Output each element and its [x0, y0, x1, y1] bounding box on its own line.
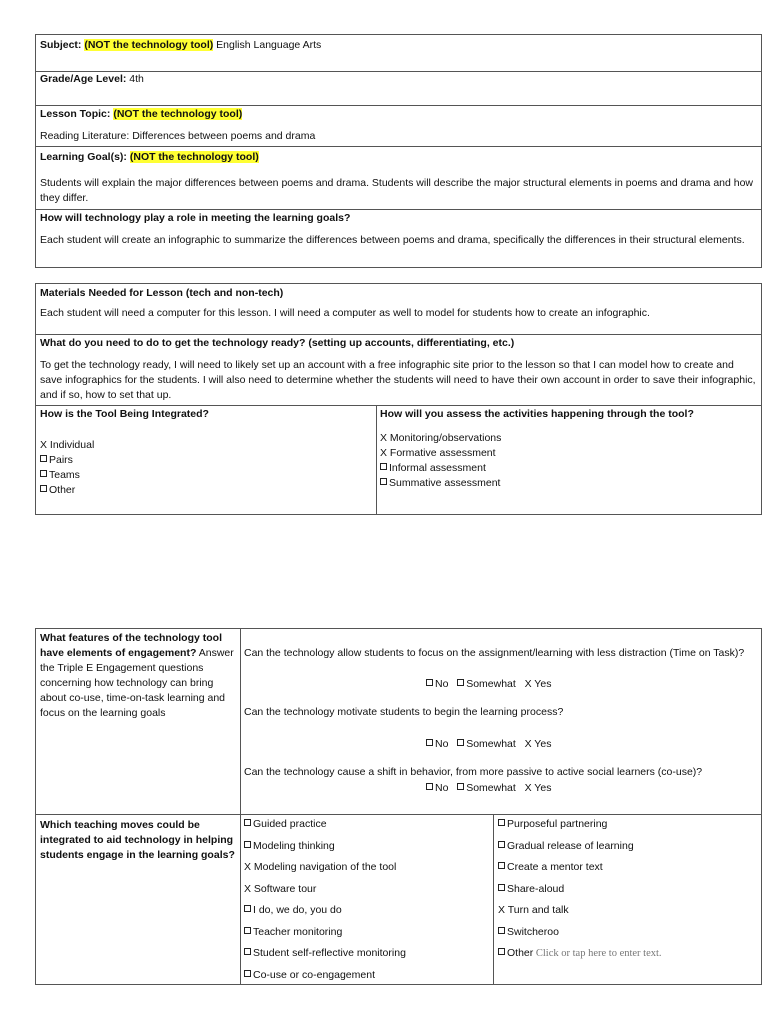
checked-mark: X	[40, 439, 50, 451]
option-item[interactable]	[40, 453, 73, 468]
option-item[interactable]	[40, 483, 75, 498]
checkbox[interactable]	[244, 948, 251, 955]
engagement-title: What features of the technology tool have elements of engagement?	[40, 632, 223, 659]
yes-label[interactable]: X Yes	[524, 782, 552, 794]
no-label: No	[435, 678, 449, 690]
materials-table	[35, 283, 762, 515]
option-item[interactable]	[498, 903, 569, 918]
option-label: Purposeful partnering	[507, 818, 608, 830]
yes-label[interactable]: X Yes	[524, 738, 552, 750]
option-item[interactable]	[40, 468, 80, 483]
checkbox[interactable]	[498, 884, 505, 891]
grade-value: 4th	[129, 73, 144, 85]
option-label: Gradual release of learning	[507, 839, 634, 852]
checked-mark: X	[380, 432, 390, 444]
option-item[interactable]	[498, 882, 564, 897]
somewhat-checkbox[interactable]	[457, 783, 464, 790]
option-item[interactable]	[244, 839, 335, 854]
option-label: Guided practice	[253, 818, 327, 830]
option-item[interactable]	[244, 882, 316, 897]
checkbox[interactable]	[498, 819, 505, 826]
somewhat-checkbox[interactable]	[457, 679, 464, 686]
option-item[interactable]	[244, 925, 342, 940]
checked-mark: X	[498, 904, 508, 916]
checkbox[interactable]	[498, 862, 505, 869]
subject-row	[40, 38, 321, 53]
option-item[interactable]	[244, 860, 396, 875]
topic-row	[40, 107, 242, 122]
technology-role-answer: Each student will create an infographic to summarize the differences between poems and drama, specifically the differences in their structural elements.	[40, 234, 745, 246]
checkbox[interactable]	[244, 819, 251, 826]
option-label: Summative assessment	[389, 477, 501, 489]
materials-answer: Each student will need a computer for this lesson. I will need a computer as well to model for students how to create an infographic.	[40, 307, 650, 319]
option-item[interactable]	[498, 946, 662, 961]
checkbox[interactable]	[498, 948, 505, 955]
option-item[interactable]	[498, 839, 634, 854]
no-checkbox[interactable]	[426, 739, 433, 746]
subject-label: Subject:	[40, 39, 82, 51]
other-text-placeholder[interactable]: Click or tap here to enter text.	[533, 948, 662, 959]
engagement-heading	[40, 631, 236, 721]
option-label: Turn and talk	[507, 904, 569, 916]
no-label: No	[435, 782, 449, 794]
goal-note: (NOT the technology tool)	[129, 151, 259, 163]
checkbox[interactable]	[40, 485, 47, 492]
topic-label: Lesson Topic:	[40, 108, 111, 120]
checkbox[interactable]	[244, 970, 251, 977]
checkbox[interactable]	[40, 470, 47, 477]
option-item[interactable]	[498, 925, 559, 940]
topic-note: (NOT the technology tool)	[113, 108, 243, 120]
yes-label[interactable]: X Yes	[524, 678, 552, 690]
teaching-moves-title: Which teaching moves could be integrated to aid technology in helping students engage in the learning goals?	[40, 819, 235, 861]
checkbox[interactable]	[244, 927, 251, 934]
option-item[interactable]	[380, 431, 501, 446]
no-checkbox[interactable]	[426, 679, 433, 686]
materials-question: Materials Needed for Lesson (tech and non-tech)	[40, 287, 284, 299]
option-label: I do, we do, you do	[253, 904, 342, 916]
option-item[interactable]	[244, 903, 342, 918]
somewhat-checkbox[interactable]	[457, 739, 464, 746]
ready-question: What do you need to do to get the technology ready? (setting up accounts, differentiating, etc.)	[40, 337, 515, 349]
option-item[interactable]	[244, 946, 406, 961]
engagement-description: Answer the Triple E Engagement questions concerning how technology can bring about co-use, time-on-task learning and focus on the learning goals	[40, 647, 234, 719]
checkbox[interactable]	[40, 455, 47, 462]
option-label: Individual	[49, 439, 95, 451]
option-label: Co-use or co-engagement	[253, 968, 375, 981]
option-label: Teams	[49, 469, 80, 481]
option-item[interactable]	[498, 860, 603, 875]
grade-label: Grade/Age Level:	[40, 73, 127, 85]
goal-row	[40, 150, 259, 165]
option-label: Software tour	[253, 882, 317, 895]
ready-answer: To get the technology ready, I will need to likely set up an account with a free infographic site prior to the lesson so that I can model how to create and save infographics for the students. I will also need to determine whether the students will need to have their own account in order to save their infographic, and if so, how to set that up.	[40, 359, 756, 401]
option-label: Modeling navigation of the tool	[253, 861, 397, 873]
no-checkbox[interactable]	[426, 783, 433, 790]
option-label: Switcheroo	[507, 925, 559, 938]
engagement-question-1: Can the technology allow students to focus on the assignment/learning with less distraction (Time on Task)?	[244, 647, 745, 659]
option-label: Modeling thinking	[253, 839, 335, 852]
engagement-question-2: Can the technology motivate students to begin the learning process?	[244, 706, 564, 718]
option-item[interactable]	[244, 817, 327, 832]
checkbox[interactable]	[244, 841, 251, 848]
no-label: No	[435, 738, 449, 750]
option-item[interactable]	[40, 438, 94, 453]
option-item[interactable]	[244, 968, 375, 983]
option-label: Share-aloud	[507, 882, 565, 895]
checkbox[interactable]	[244, 905, 251, 912]
option-item[interactable]	[380, 446, 496, 461]
option-item[interactable]	[498, 817, 607, 832]
checkbox[interactable]	[380, 478, 387, 485]
option-label: Student self-reflective monitoring	[253, 947, 406, 959]
engagement-table	[35, 628, 762, 985]
lesson-info-table	[35, 34, 762, 268]
checkbox[interactable]	[498, 841, 505, 848]
integration-title: How is the Tool Being Integrated?	[40, 408, 209, 420]
topic-value: Reading Literature: Differences between poems and drama	[40, 130, 316, 142]
checked-mark: X	[244, 861, 254, 873]
option-label: Create a mentor text	[507, 861, 603, 873]
engagement-answers-2	[426, 737, 551, 752]
checkbox[interactable]	[498, 927, 505, 934]
goal-value: Students will explain the major differences between poems and drama. Students will describe the major structural elements in poems and drama and how they differ.	[40, 177, 754, 204]
goal-label: Learning Goal(s):	[40, 151, 127, 163]
option-label: Other	[49, 484, 76, 496]
grade-row	[40, 72, 144, 87]
subject-value: English Language Arts	[216, 39, 322, 51]
technology-role-question: How will technology play a role in meeting the learning goals?	[40, 212, 351, 224]
option-item[interactable]	[380, 476, 500, 491]
option-label: Monitoring/observations	[389, 432, 502, 444]
engagement-question-3: Can the technology cause a shift in behavior, from more passive to active social learners (co-use)?	[244, 766, 703, 778]
option-label: Teacher monitoring	[253, 925, 343, 938]
somewhat-label: Somewhat	[466, 678, 516, 690]
option-label: Other	[507, 947, 534, 959]
engagement-answers-1	[426, 677, 551, 692]
assessment-title: How will you assess the activities happening through the tool?	[380, 408, 694, 420]
option-label: Pairs	[49, 454, 73, 466]
option-label: Formative assessment	[389, 447, 496, 459]
somewhat-label: Somewhat	[466, 782, 516, 794]
option-label: Informal assessment	[389, 462, 486, 474]
checked-mark: X	[244, 882, 254, 895]
option-item[interactable]	[380, 461, 486, 476]
checked-mark: X	[380, 447, 390, 459]
subject-note: (NOT the technology tool)	[84, 39, 214, 51]
somewhat-label: Somewhat	[466, 738, 516, 750]
checkbox[interactable]	[380, 463, 387, 470]
engagement-answers-3	[426, 781, 551, 796]
